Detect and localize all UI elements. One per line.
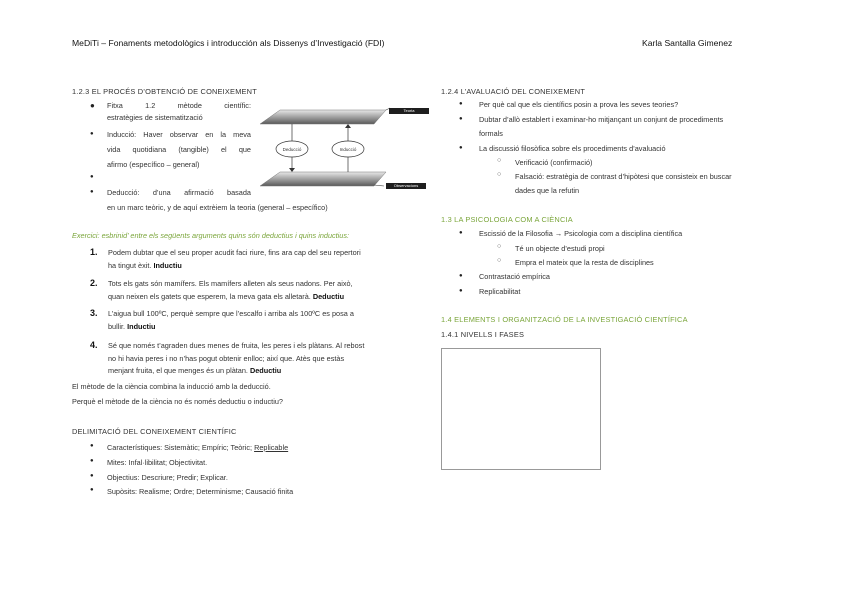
theory-label: Teoria [389, 108, 429, 114]
bullet-text: Supòsits: Realisme; Ordre; Determinisme; Causació finita [107, 487, 294, 496]
section-title-1-2-4: 1.2.4 L’AVALUACIÓ DEL CONEIXEMENT [441, 87, 586, 96]
item-text: Sé que només t’agraden dues menes de fruita, les peres i els plàtans. Al rebost [108, 341, 365, 350]
item-answer: Inductiu [153, 260, 182, 270]
bullet-icon: ● [90, 443, 94, 449]
exercise-item-3 [108, 308, 408, 333]
bullet-icon: ● [90, 487, 94, 493]
up-arrow-icon [345, 124, 351, 128]
characteristics-line [107, 442, 288, 455]
bullet-icon: ● [90, 189, 94, 195]
item-text-cont [108, 365, 408, 378]
item-number: 1. [90, 247, 98, 257]
item-number: 2. [90, 278, 98, 288]
item-answer: Deductiu [249, 366, 282, 375]
bullet-icon: ● [90, 473, 94, 479]
observations-plane [260, 172, 386, 186]
bullet-text: Objectius: Descriure; Predir; Explicar. [107, 473, 228, 482]
bullet-text: Per què cal que els científics posin a prova les seves teories? [479, 100, 679, 109]
exercise-prompt: Exercici: esbrinid’ entre els següents arguments quins són deductius i quins inductius: [72, 231, 350, 240]
item-text: ha tingut èxit. [108, 260, 152, 270]
sub-bullet-text: Verificació (confirmació) [515, 158, 593, 167]
item-text-cont [108, 260, 408, 273]
bullet-text: Inducció: Haver observar en la meva [107, 130, 251, 139]
item-text-cont [108, 291, 408, 304]
bullet-text: Deducció: d’una afirmació basada [107, 188, 251, 197]
exercise-item-4 [108, 340, 408, 378]
item-text: bullir. [108, 321, 126, 331]
item-text-cont [108, 321, 408, 334]
circle-bullet-icon: ○ [497, 257, 502, 264]
bullet-icon: ● [90, 131, 94, 137]
item-text: menjant fruita, el que menges és un plàtan. [108, 366, 248, 375]
bullet-text: Replicabilitat [479, 287, 521, 296]
bullet-icon: ● [459, 288, 463, 294]
bullet-text-underlined: Replicable [254, 443, 289, 452]
sub-bullet-text: Empra el mateix que la resta de disciplines [515, 258, 654, 267]
bullet-icon: ● [459, 273, 463, 279]
bullet-icon: ● [459, 145, 463, 151]
section-title-1-3: 1.3 LA PSICOLOGIA COM A CIÈNCIA [441, 215, 573, 224]
bullet-icon: ● [459, 116, 463, 122]
item-number: 4. [90, 340, 98, 350]
deduction-ellipse-label: Deducció [282, 147, 302, 152]
item-number: 3. [90, 308, 98, 318]
bullet-text: Contrastació empírica [479, 272, 550, 281]
bullet-text: Característiques: Sistemàtic; Empíric; Teòric; [107, 443, 253, 452]
circle-bullet-icon: ○ [497, 243, 502, 250]
induction-ellipse-label: Inducció [339, 147, 357, 152]
item-text: no hi havia peres i no n’has pogut obtenir enlloc; així que. Atès que estàs [108, 353, 345, 363]
bullet-icon: ● [90, 458, 94, 464]
bullet-icon: ● [90, 174, 94, 180]
item-text: L’aigua bull 100ºC, perquè sempre que l’escalfo i arriba als 100ºC es posa a [108, 309, 354, 318]
circle-bullet-icon: ○ [497, 171, 502, 178]
item-text: Podem dubtar que el seu proper acudit faci riure, fins ara cap del seu repertori [108, 248, 361, 257]
bullet-text: Escissió de la Filosofia → Psicologia com a disciplina científica [479, 229, 683, 238]
section-title-1-4: 1.4 ELEMENTS I ORGANITZACIÓ DE LA INVESTIGACIÓ CIENTÍFICA [441, 315, 688, 324]
circle-bullet-icon: ○ [497, 157, 502, 164]
author-name: Karla Santalla Gimenez [642, 38, 733, 48]
subsection-title-1-4-1: 1.4.1 NIVELLS I FASES [441, 330, 525, 339]
bullet-text: La discussió filosòfica sobre els procediments d’avaluació [479, 144, 666, 153]
method-note: El mètode de la ciència combina la inducció amb la deducció. [72, 382, 271, 391]
item-text: Tots els gats són mamífers. Els mamífers alleten als seus nadons. Per això, [108, 279, 353, 288]
bullet-icon: ● [459, 101, 463, 107]
induction-deduction-diagram [258, 106, 408, 192]
down-arrow-icon [289, 168, 295, 172]
bullet-text: formals [479, 129, 503, 138]
bullet-icon: ● [90, 101, 95, 110]
item-answer: Deductiu [312, 291, 345, 301]
sub-bullet-text: dades que la refutin [515, 186, 580, 195]
item-text: quan neixen els gatets que esperem, la meva gata els alletarà. [108, 291, 311, 301]
document-title: MeDiTi – Fonaments metodològics i introducción als Dissenys d’Investigació (FDI) [72, 38, 385, 48]
image-placeholder-frame [441, 348, 601, 470]
exercise-item-1 [108, 247, 408, 272]
exercise-item-2 [108, 278, 408, 303]
bullet-text: estratègies de sistematització [107, 113, 203, 122]
section-title-delimitacio: DELIMITACIÓ DEL CONEIXEMENT CIENTÍFIC [72, 427, 237, 436]
method-question: Perquè el mètode de la ciència no és només deductiu o inductiu? [72, 397, 283, 406]
item-answer: Inductiu [127, 321, 156, 331]
bullet-text: Mites: Infal·libilitat; Objectivitat. [107, 458, 208, 467]
bullet-text: vida quotidiana (tangible) el que [107, 145, 251, 154]
sub-bullet-text: Té un objecte d’estudi propi [515, 244, 605, 253]
bullet-text: Fitxa 1.2 mètode científic: [107, 101, 251, 110]
bullet-text: Dubtar d’allò establert i examinar-ho mitjançant un conjunt de procediments [479, 115, 724, 124]
bullet-text: afirmo (específico – general) [107, 160, 200, 169]
section-title-1-2-3: 1.2.3 EL PROCÉS D’OBTENCIÓ DE CONEIXEMENT [72, 87, 257, 96]
theory-plane [260, 110, 386, 124]
bullet-icon: ● [459, 230, 463, 236]
observations-label: Observacions [386, 183, 426, 189]
bullet-text: en un marc teòric, y de aquí extrèiem la teoria (general – específico) [107, 203, 328, 212]
sub-bullet-text: Falsació: estratègia de contrast d’hipòtesi que consisteix en buscar [515, 172, 732, 181]
